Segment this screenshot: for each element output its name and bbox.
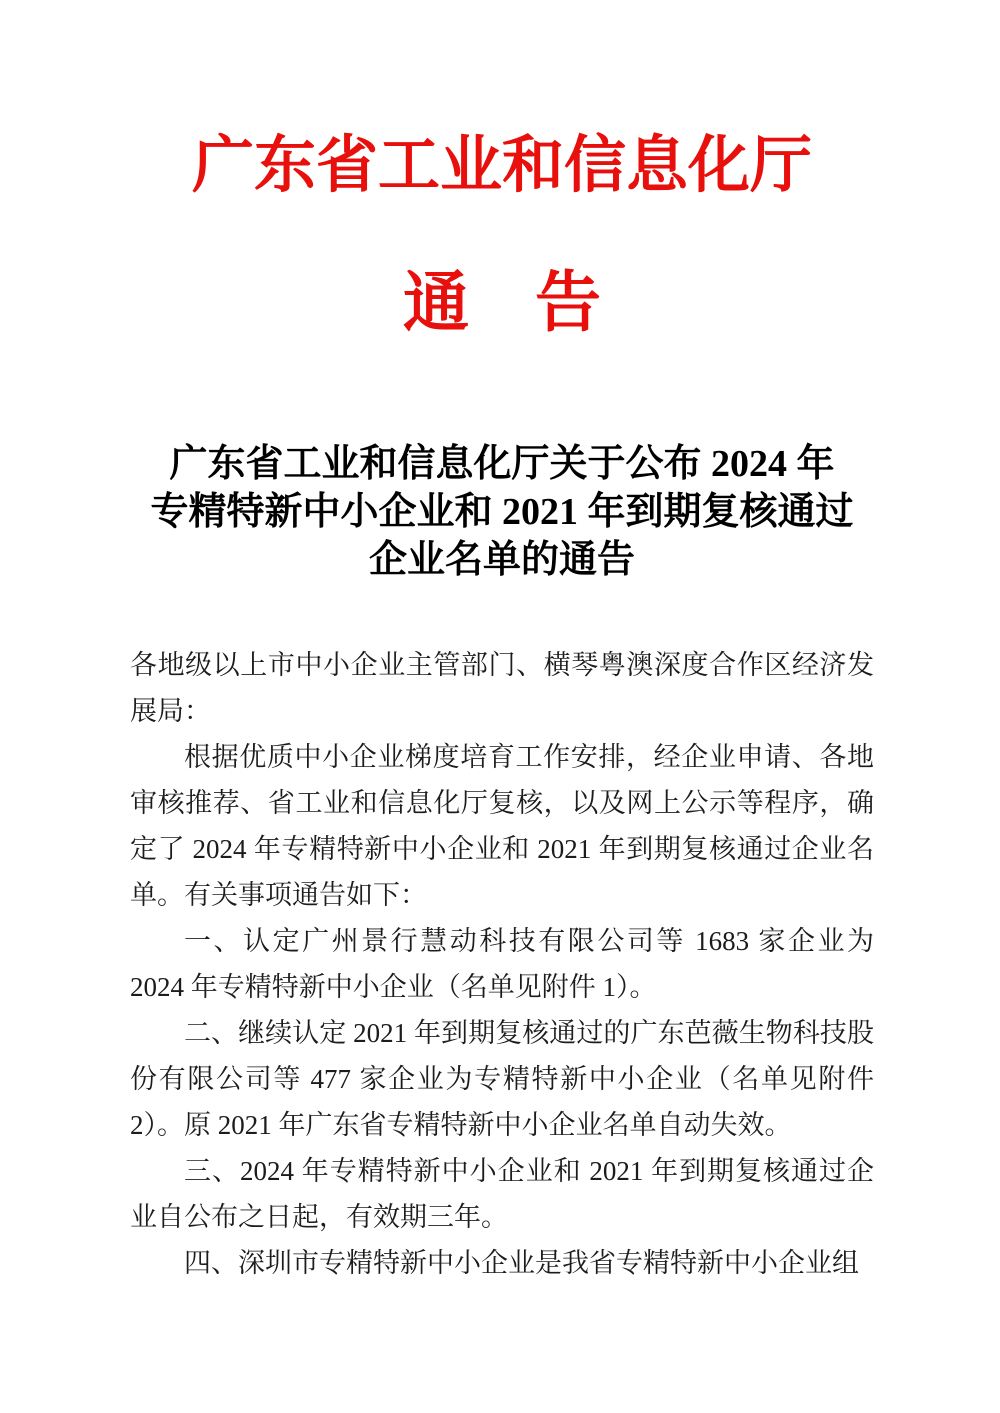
notice-title [130, 440, 874, 584]
org-title: 广东省工业和信息化厅 [191, 132, 812, 200]
notice-title-line-3: 企业名单的通告 [368, 539, 635, 581]
paragraph-item-1: 一、认定广州景行慧动科技有限公司等 1683 家企业为 2024 年专精特新中小企业（名单见附件 1）。 [130, 926, 874, 1002]
paragraph-item-2: 二、继续认定 2021 年到期复核通过的广东芭薇生物科技股份有限公司等 477 家企业为专精特新中小企业（名单见附件 2）。原 2021 年广东省专精特新中小企业名单自动失效。 [130, 1018, 874, 1140]
notice-title-line-1: 广东省工业和信息化厅关于公布 2024 年 [169, 443, 835, 485]
notice-title-line-2: 专精特新中小企业和 2021 年到期复核通过 [150, 491, 854, 533]
doc-type-title: 通 告 [403, 267, 601, 340]
paragraph-preamble: 根据优质中小企业梯度培育工作安排，经企业申请、各地审核推荐、省工业和信息化厅复核，以及网上公示等程序，确定了 2024 年专精特新中小企业和 2021 年到期复核通过企业名单。有关事项通告如下： [130, 742, 874, 910]
notice-body [130, 642, 874, 1286]
paragraph-item-3: 三、2024 年专精特新中小企业和 2021 年到期复核通过企业自公布之日起，有效期三年。 [130, 1156, 874, 1232]
salutation: 各地级以上市中小企业主管部门、横琴粤澳深度合作区经济发展局： [130, 650, 874, 726]
paragraph-item-4: 四、深圳市专精特新中小企业是我省专精特新中小企业组 [184, 1248, 859, 1278]
